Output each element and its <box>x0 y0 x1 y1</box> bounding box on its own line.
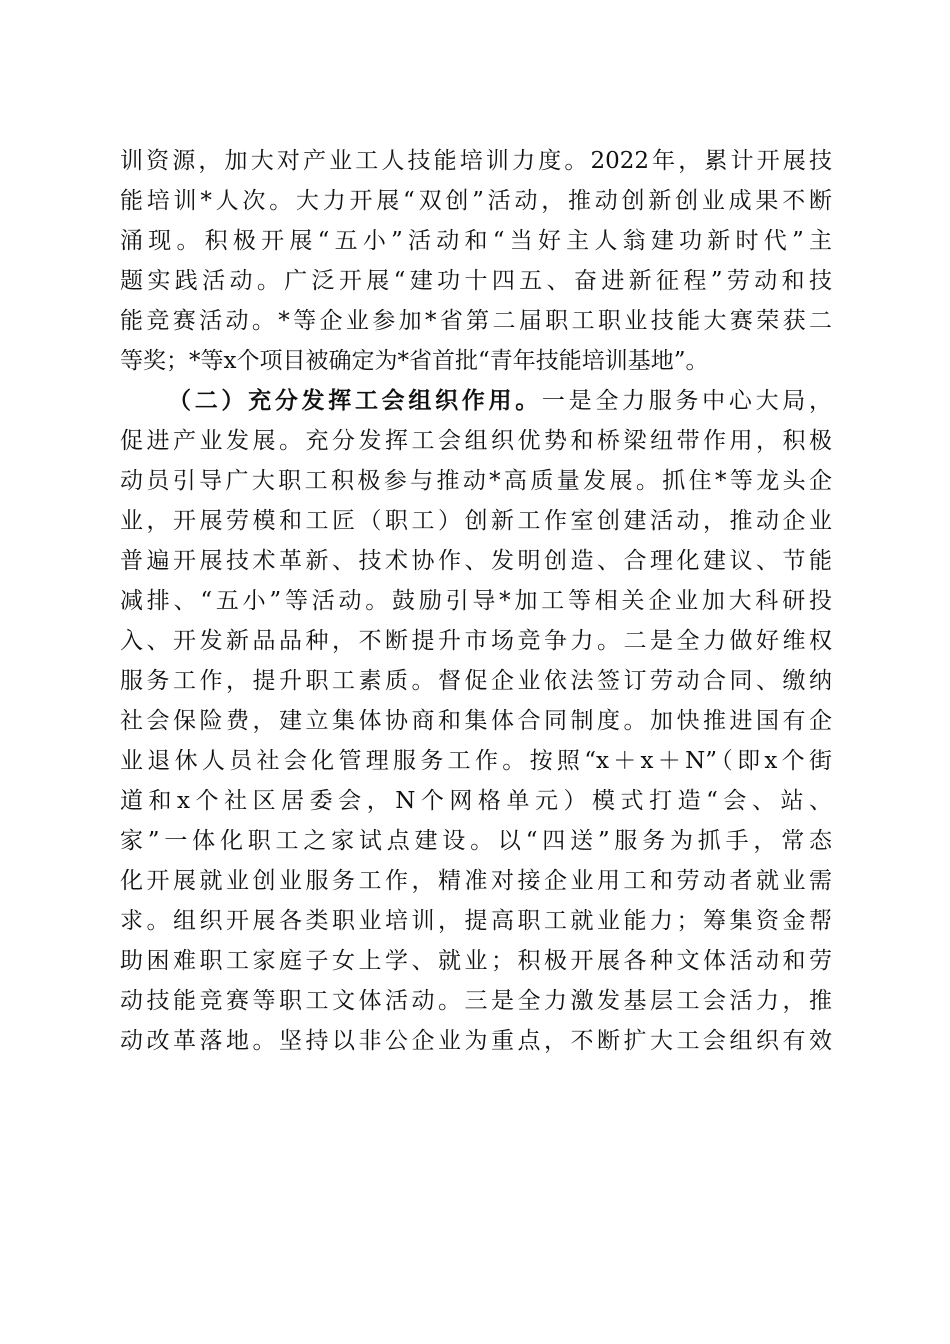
text-line: 涌现。积极开展“五小”活动和“当好主人翁建功新时代”主 <box>120 228 832 254</box>
text-line: 普遍开展技术革新、技术协作、发明创造、合理化建议、节能 <box>120 548 832 574</box>
text-line-first <box>120 381 832 421</box>
text-line: 化开展就业创业服务工作，精准对接企业用工和劳动者就业需 <box>120 868 832 894</box>
section-heading: （二）充分发挥工会组织作用。 <box>168 387 542 414</box>
text-line: 助困难职工家庭子女上学、就业；积极开展各种文体活动和劳 <box>120 948 832 974</box>
text-line: 道和x个社区居委会，N个网格单元）模式打造“会、站、 <box>120 788 832 814</box>
text-line: 等奖；*等x个项目被确定为*省首批“青年技能培训基地”。 <box>120 348 709 374</box>
text-line: 家”一体化职工之家试点建设。以“四送”服务为抓手，常态 <box>120 828 832 854</box>
text-line: 能竞赛活动。*等企业参加*省第二届职工职业技能大赛荣获二 <box>120 308 832 334</box>
text-line: 动改革落地。坚持以非公企业为重点，不断扩大工会组织有效 <box>120 1028 832 1054</box>
text-line: 服务工作，提升职工素质。督促企业依法签订劳动合同、缴纳 <box>120 668 832 694</box>
text-line: 促进产业发展。充分发挥工会组织优势和桥梁纽带作用，积极 <box>120 428 832 454</box>
text-span: 一是全力服务中心大局， <box>541 388 832 414</box>
text-line: 入、开发新品品种，不断提升市场竞争力。二是全力做好维权 <box>120 628 832 654</box>
text-line: 求。组织开展各类职业培训，提高职工就业能力；筹集资金帮 <box>120 908 832 934</box>
text-line: 社会保险费，建立集体协商和集体合同制度。加快推进国有企 <box>120 708 832 734</box>
paragraph-1 <box>120 141 832 381</box>
text-line: 题实践活动。广泛开展“建功十四五、奋进新征程”劳动和技 <box>120 268 832 294</box>
text-line: 训资源，加大对产业工人技能培训力度。2022年，累计开展技 <box>120 148 832 174</box>
text-line: 减排、“五小”等活动。鼓励引导*加工等相关企业加大科研投 <box>120 588 832 614</box>
text-line: 业退休人员社会化管理服务工作。按照“x＋x＋N”（即x个街 <box>120 748 832 774</box>
text-line: 业，开展劳模和工匠（职工）创新工作室创建活动，推动企业 <box>120 508 832 534</box>
text-line: 能培训*人次。大力开展“双创”活动，推动创新创业成果不断 <box>120 188 832 214</box>
text-line: 动技能竞赛等职工文体活动。三是全力激发基层工会活力，推 <box>120 988 832 1014</box>
document-body <box>120 141 832 1061</box>
paragraph-2 <box>120 381 832 1061</box>
text-line: 动员引导广大职工积极参与推动*高质量发展。抓住*等龙头企 <box>120 468 832 494</box>
